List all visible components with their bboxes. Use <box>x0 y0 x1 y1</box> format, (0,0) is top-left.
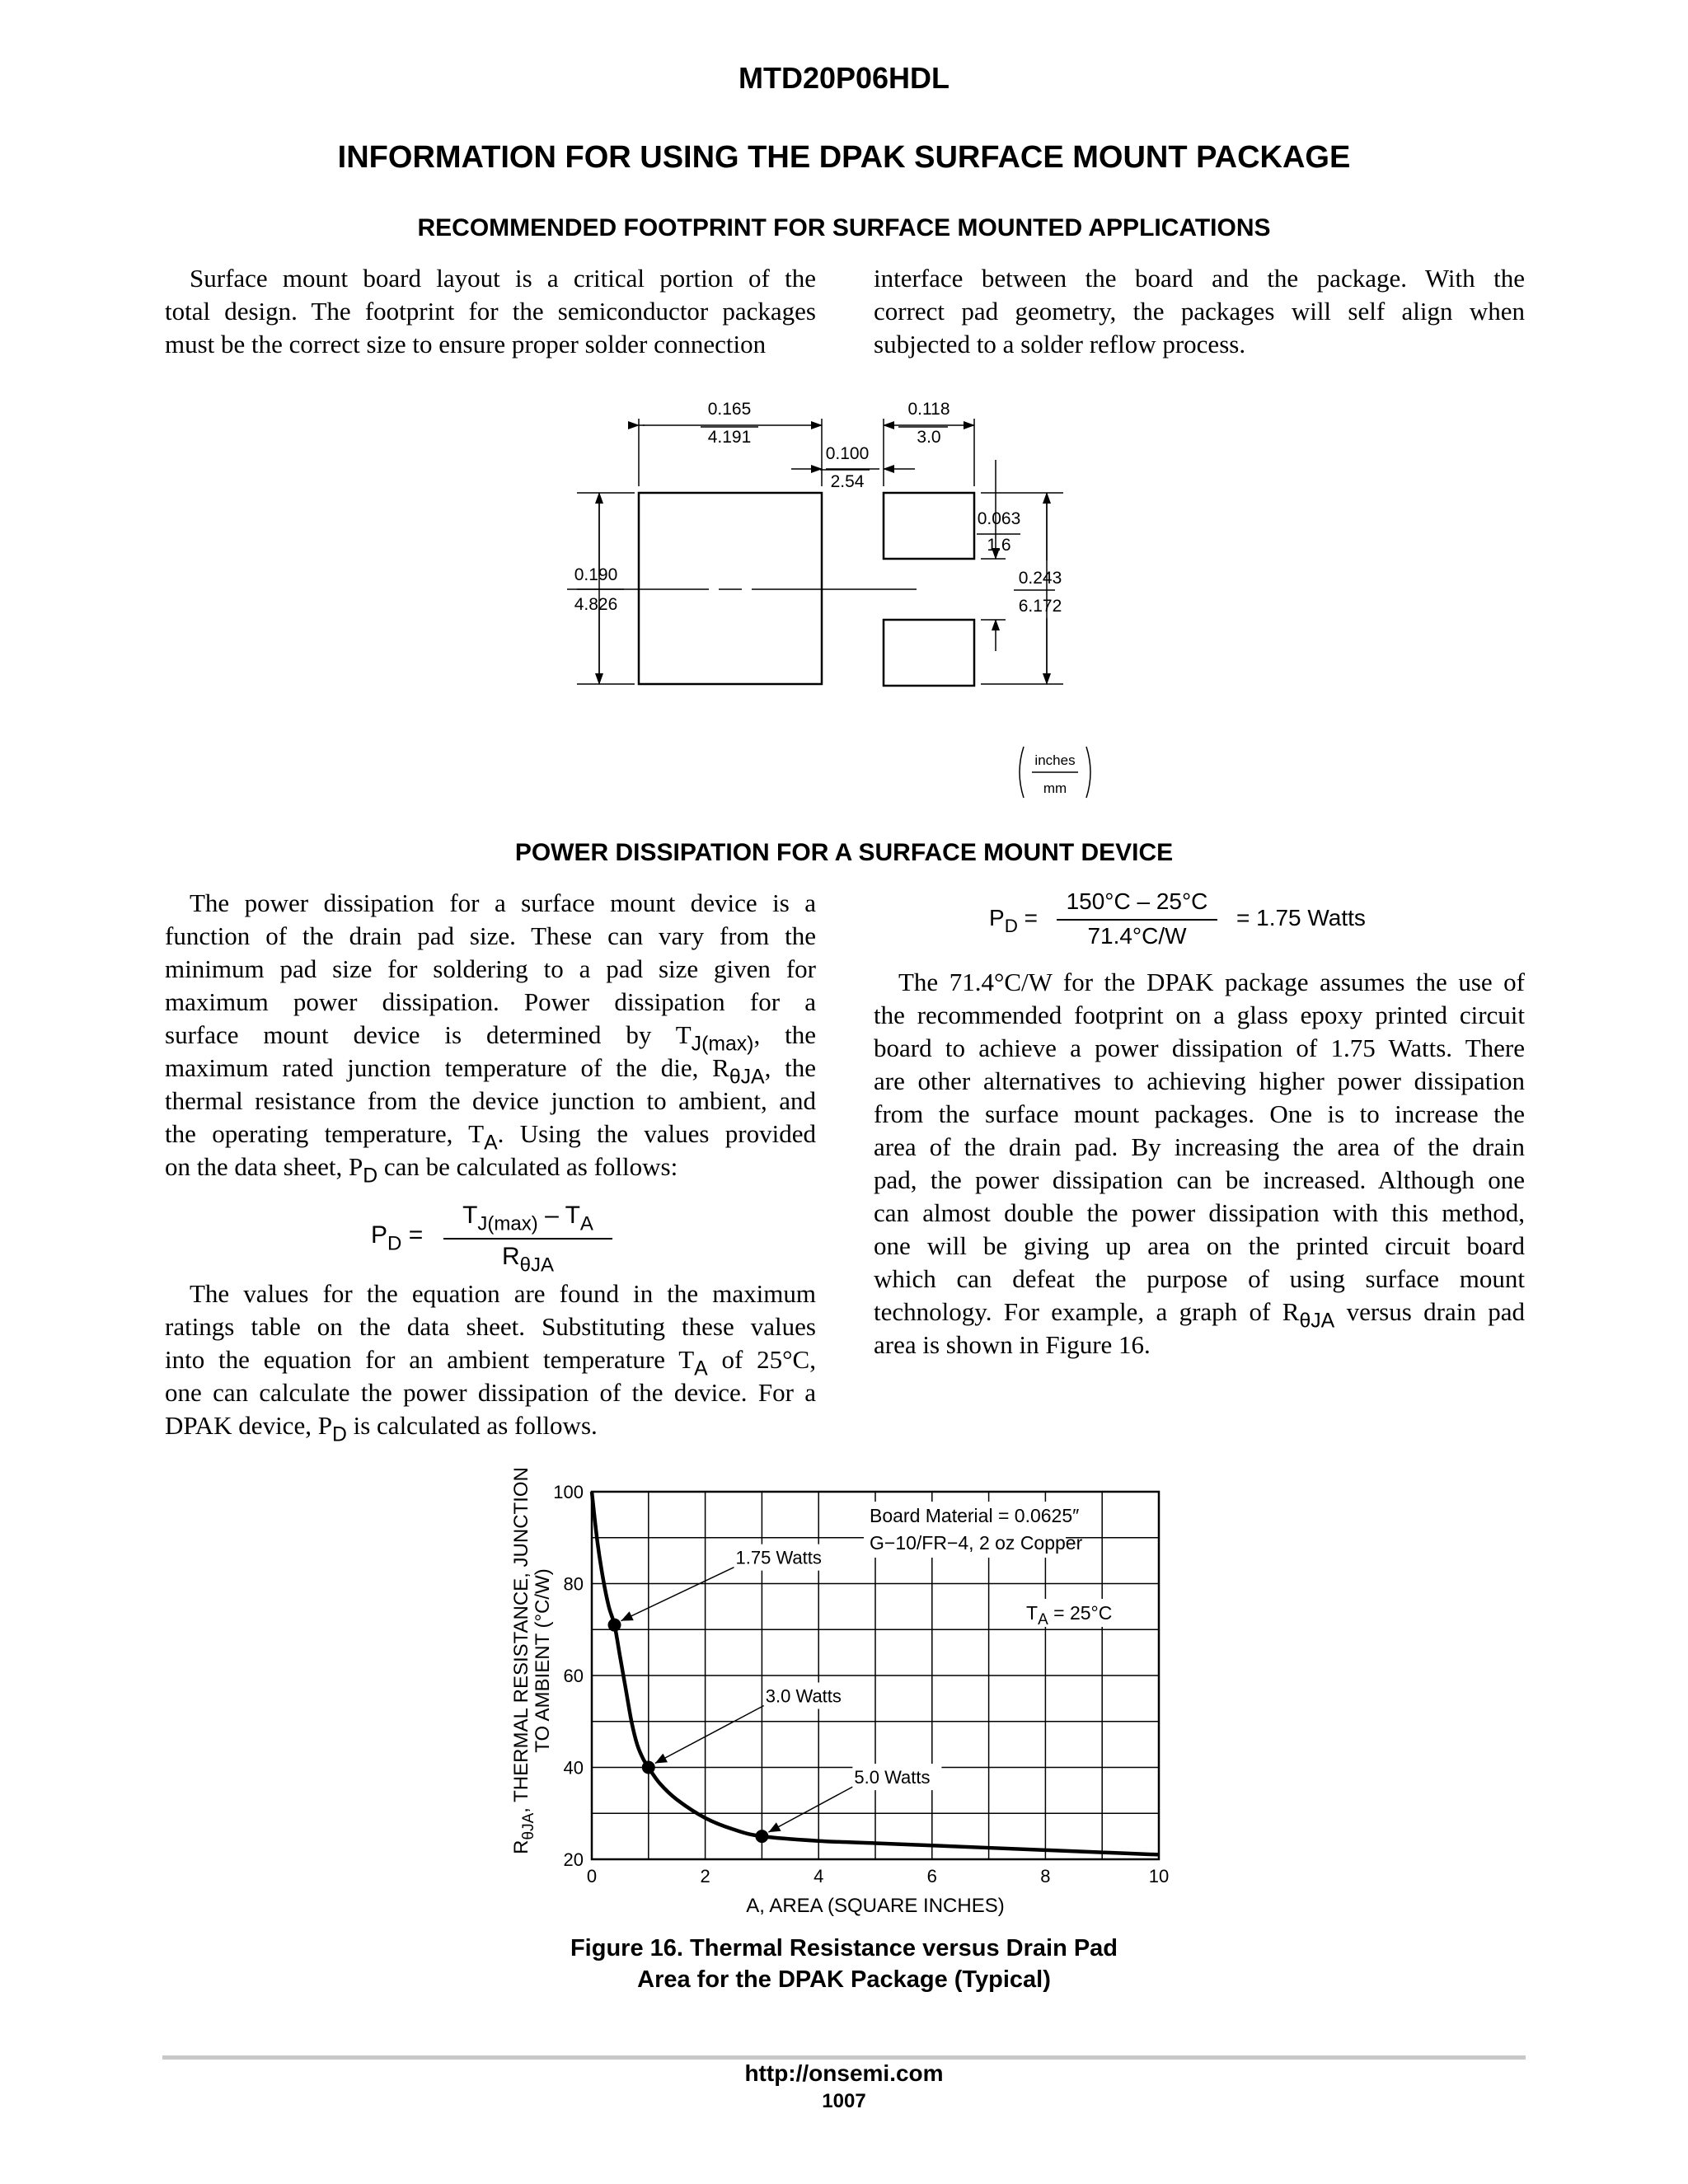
text-line: interface between the board and the package. With the <box>874 264 1525 293</box>
marker-leader-line <box>768 1787 852 1832</box>
y-tick-label: 60 <box>563 1666 584 1686</box>
y-tick-label: 40 <box>563 1757 584 1779</box>
dim-pad-gap-in: 0.063 <box>977 509 1021 528</box>
figure-caption: Figure 16. Thermal Resistance versus Drain Pad Area for the DPAK Package (Typical) <box>570 1935 1118 1993</box>
footer-url[interactable]: http://onsemi.com <box>744 2060 944 2086</box>
text-line: function of the drain pad size. These can vary from the <box>165 921 816 950</box>
marker-leader-line <box>621 1568 734 1621</box>
dim-top-left-mm: 4.191 <box>707 428 752 447</box>
thermal-resistance-chart <box>495 1467 1203 1929</box>
text-line: area is shown in Figure 16. <box>874 1330 1151 1359</box>
dim-top-right-mm: 3.0 <box>917 428 941 447</box>
text-line: from the surface mount packages. One is to increase the <box>874 1099 1525 1128</box>
intro-left-paragraph <box>165 262 816 361</box>
footprint-diagram <box>0 387 1688 816</box>
x-tick-label: 2 <box>700 1866 710 1886</box>
text-line: surface mount device is determined by $T_{J(max)}$, the <box>165 1020 816 1056</box>
y-tick-label: 20 <box>563 1849 584 1870</box>
text-line: technology. For example, a graph of $R_{\theta JA}$ versus drain pad <box>874 1297 1526 1333</box>
power-left-paragraph-2 <box>165 1277 816 1446</box>
text-line: ratings table on the data sheet. Substituting these values <box>165 1312 816 1341</box>
page-number: 1007 <box>822 2090 866 2112</box>
footer-rule <box>162 2055 1526 2060</box>
x-tick-label: 4 <box>814 1866 824 1886</box>
text-line: area of the drain pad. By increasing the area of the drain <box>874 1132 1525 1161</box>
data-point-marker <box>642 1761 655 1774</box>
data-point-label: 1.75 Watts <box>735 1547 822 1568</box>
fraction-bar <box>443 1238 612 1240</box>
units-inches: inches <box>1034 752 1076 768</box>
page-title: INFORMATION FOR USING THE DPAK SURFACE MOUNT PACKAGE <box>337 140 1351 175</box>
section-heading-power-dissipation: POWER DISSIPATION FOR A SURFACE MOUNT DEVICE <box>514 839 1174 866</box>
text-line: the operating temperature, $T_A$. Using the values provided <box>165 1119 817 1155</box>
y-tick-label: 100 <box>553 1482 584 1502</box>
intro-right-paragraph <box>874 262 1525 361</box>
text-line: The power dissipation for a surface mount device is a <box>190 888 816 917</box>
equation-pd-numeric: $P_D$ = 150°C – 25°C 71.4°C/W = 1.75 Watts <box>989 888 1366 949</box>
dim-right-height-in: 0.243 <box>1018 569 1062 588</box>
dim-top-right-in: 0.118 <box>907 400 950 419</box>
text-line: subjected to a solder reflow process. <box>874 330 1246 359</box>
board-material-annotation-2: G−10/FR−4, 2 oz Copper <box>870 1532 1083 1554</box>
text-line: the recommended footprint on a glass epoxy printed circuit <box>874 1001 1525 1029</box>
section-heading-footprint: RECOMMENDED FOOTPRINT FOR SURFACE MOUNTED APPLICATIONS <box>417 214 1271 241</box>
lead-pad-top <box>884 493 974 559</box>
drain-pad <box>639 493 822 684</box>
text-line: thermal resistance from the device junction to ambient, and <box>165 1086 816 1115</box>
fraction-bar <box>1057 919 1217 921</box>
y-tick-label: 80 <box>563 1573 584 1595</box>
x-tick-label: 0 <box>586 1866 598 1886</box>
text-line: one can calculate the power dissipation of the device. For a <box>165 1378 816 1407</box>
x-tick-label: 6 <box>926 1866 937 1886</box>
dim-pad-gap-mm: 1.6 <box>987 536 1011 555</box>
text-line: Surface mount board layout is a critical portion of the <box>190 264 816 293</box>
text-line: maximum power dissipation. Power dissipation for a <box>165 987 816 1016</box>
x-tick-label: 8 <box>1040 1866 1051 1886</box>
text-line: DPAK device, $P_D$ is calculated as follows. <box>165 1411 598 1446</box>
text-line: maximum rated junction temperature of the die, $R_{\theta JA}$, the <box>165 1053 816 1089</box>
lead-pad-bottom <box>884 620 974 686</box>
power-right-paragraph <box>874 966 1525 1361</box>
x-axis-label: A, AREA (SQUARE INCHES) <box>746 1895 1005 1917</box>
text-line: which can defeat the purpose of using surface mount <box>874 1264 1525 1293</box>
ambient-temp-annotation: $T_A = 25^\circ C$ <box>1026 1602 1113 1629</box>
dim-left-height-in: 0.190 <box>574 565 618 584</box>
power-left-paragraph-1 <box>165 887 817 1188</box>
x-tick-label: 10 <box>1148 1866 1170 1886</box>
dim-gap-in: 0.100 <box>825 444 870 463</box>
text-line: The values for the equation are found in the maximum <box>190 1279 816 1308</box>
part-number: MTD20P06HDL <box>738 61 950 95</box>
text-line: total design. The footprint for the semiconductor packages <box>165 297 816 326</box>
dimension-lines <box>567 419 1090 798</box>
text-line: into the equation for an ambient temperature $T_A$ of 25°C, <box>165 1345 816 1380</box>
text-line: board to achieve a power dissipation of 1.75 Watts. There <box>874 1033 1525 1062</box>
equation-pd-general: $P_D$ = $T_{J(max)} - T_A$ $R_{\theta JA}$ <box>371 1202 635 1276</box>
dim-left-height-mm: 4.826 <box>574 595 618 614</box>
marker-arrowhead <box>768 1822 781 1832</box>
data-point-marker <box>755 1830 768 1843</box>
text-line: are other alternatives to achieving higher power dissipation <box>874 1066 1525 1095</box>
text-line: correct pad geometry, the packages will self align when <box>874 297 1525 326</box>
text-line: minimum pad size for soldering to a pad size given for <box>165 954 816 983</box>
data-point-label: 3.0 Watts <box>765 1685 842 1707</box>
data-point-label: 5.0 Watts <box>854 1767 931 1788</box>
dim-top-left-in: 0.165 <box>707 400 752 419</box>
dim-gap-mm: 2.54 <box>830 472 865 491</box>
text-line: pad, the power dissipation can be increased. Although one <box>874 1165 1525 1194</box>
y-axis-label: $R_{\theta JA}$, THERMAL RESISTANCE, JUNCTION <box>510 1467 537 1854</box>
text-line: The 71.4°C/W for the DPAK package assumes the use of <box>898 968 1525 996</box>
units-mm: mm <box>1043 780 1067 796</box>
marker-arrowhead <box>655 1754 668 1764</box>
text-line: on the data sheet, $P_D$ can be calculated as follows: <box>165 1152 678 1188</box>
text-line: one will be giving up area on the printed circuit board <box>874 1231 1525 1260</box>
dim-right-height-mm: 6.172 <box>1018 597 1062 616</box>
board-material-annotation: Board Material = 0.0625″ <box>870 1505 1080 1526</box>
marker-leader-line <box>655 1706 764 1764</box>
text-line: can almost double the power dissipation with this method, <box>874 1198 1525 1227</box>
y-axis-label-line2: TO AMBIENT (°C/W) <box>532 1568 554 1753</box>
text-line: must be the correct size to ensure proper solder connection <box>165 330 767 359</box>
data-point-marker <box>608 1619 621 1632</box>
